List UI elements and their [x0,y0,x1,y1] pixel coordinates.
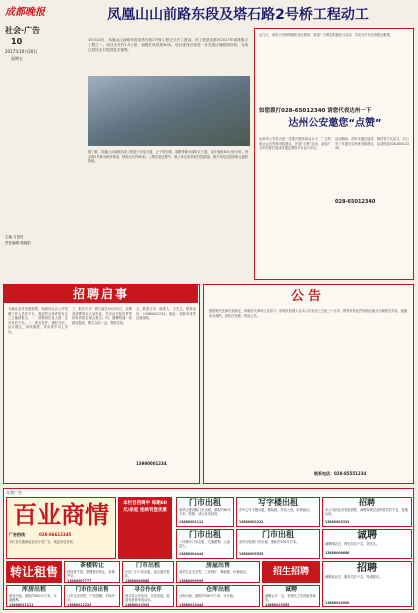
classified-cell-text: 成华区临街门市出租，面积约100平方米。 [239,540,300,544]
classified-cell-13 [64,585,120,607]
notice-title: 公告 [290,289,325,304]
page-number: 10 [11,37,23,46]
classified-cell-phone: 13880014444 [179,603,204,607]
classified-cell-phone: 13880009999 [179,579,204,583]
classified-cell-6 [322,529,412,559]
big-title-block [6,497,116,559]
classified-cell-text: 库房出租，面积约500平方米，交通便利。 [9,594,57,603]
classified-cell-text: 成华区住宅出售，三室两厅，精装修，价格面议。 [179,570,250,574]
classified-cell-title: 仓库出租 [205,586,230,593]
classified-cell-phone: 13880010000 [325,601,350,605]
classified-cell-9 [176,561,260,583]
classified-cell-phone: 13880006666 [325,551,350,555]
classified-cell-3 [322,497,412,527]
classified-cell-phone: 13880004444 [179,552,204,556]
classified-cell-title: 招聘 [359,498,375,507]
recruitment-section [3,284,200,484]
recruitment-banner: 招聘启事 [4,285,198,303]
classifieds-blurb: 本栏目长期承接各类分类广告，欢迎来电咨询。 [9,540,76,544]
classified-cell-phone: 13880007777 [67,579,92,583]
classified-cell-text: 门市住房出售，产权清晰，手续齐全。 [67,594,115,603]
classified-cell-text: 因经营不善，茶楼低价转让，设施齐全。 [67,570,115,579]
classified-cell-phone: 13880011111 [9,603,34,607]
promo-phone-line: 如您拨打028-65012340 请您代表达州一下 [259,108,372,114]
classified-cell-title: 门市出租 [262,530,294,539]
classified-cell-title: 门市出租 [135,562,160,569]
classified-cell-12 [6,585,62,607]
classifieds-section [3,488,414,610]
classified-cell-16 [262,585,320,607]
classified-cell-11 [322,561,412,607]
transfer-banner: 转让租售 [6,561,62,583]
classified-cell-1 [176,497,234,527]
classified-cell-text: 市中心写字楼出租，精装修，拎包入驻，价格面议。 [239,508,313,512]
classified-cell-title: 房屋出售 [205,562,230,569]
classified-cell-title: 诚聘 [357,530,377,541]
classified-cell-text: 诚聘保洁员、保安员若干名，包吃住。 [325,542,380,546]
classified-cell-phone: 13880013333 [125,603,150,607]
classified-cell-title: 茶楼转让 [79,562,104,569]
promo-lead: 近几天，成华公安网络媒体发出邀请，希望广大网友积极参与活动，共同为平安达州建言献策。 [259,33,393,37]
classified-cell-text: 小区门口门市出租，适合超市餐饮。 [125,570,170,579]
story-photo [88,76,250,146]
classified-cell-title: 门市住房出售 [75,587,109,593]
recruitment-col-2: 三、报名方式：即日起至10月31日，应聘者请携带本人身份证、学历证书复印件等材料到指定地点报名。四、薪酬待遇：底薪加提成，购买五险一金，提供住宿。 [72,307,132,325]
masthead-logo: 成都晚报 [5,7,45,18]
classified-cell-phone: 13880002222 [239,520,264,524]
classified-cell-text: 成华区建设路门市出租，面积约80平方米，临街，适合各类经营。 [179,508,231,517]
classified-cell-title: 诚聘 [284,586,297,593]
classified-cell-text: 现寻求合作伙伴，共同发展，欢迎有意者来电洽谈。 [125,594,170,603]
recruitment-contact: 13980001234 [136,461,167,466]
classified-cell-5 [236,529,320,559]
left-rail [3,3,61,281]
classified-cell-title: 写字楼出租 [258,498,298,507]
story-body: 据了解，凤凰山山前路东段工程起于北星大道，止于塔石路，道路等级为城市次干道，设计速度40公里/小时。塔石路2号桥为跨河桥梁，桥梁全长约80米。工程实施过程中，施工单位将采取有效措施，减少对周边居民和交通的影响。 [88,150,248,164]
promo-contact: 028-65012340 [335,199,376,205]
page-headline: 凤凰山山前路东段及塔石路2号桥工程动工 [107,7,369,23]
promo-text-b: 活动期间，市民可通过电话、微信等方式参与，对公安工作提出宝贵意见和建议，活动热线028-65012340。 [335,137,409,151]
classified-cell-phone: 13880008888 [125,579,150,583]
classified-cell-10: 招生招聘 [262,561,320,583]
classified-cell-title: 寻合作伙伴 [134,587,162,593]
classified-cell-7 [64,561,120,583]
promo-headline: 达州公安邀您“点赞” [288,118,382,129]
promo-text-a: 达州市公安局为进一步提升服务群众水平，广泛听取社会各界意见和建议，开展“点赞”活动，欢迎广大市民拨打电话或通过网络平台参与评议。 [259,137,331,151]
editor-credit-2: 责任编辑 郭晓阳 [5,241,31,245]
notice-text: 根据相关法律法规规定，现就有关事项公告如下：请相关权利人自本公告发布之日起三十日内，携带有效证件到指定地点办理相关手续，逾期未办理的，将依法处理。特此公告。 [209,309,407,318]
classified-cell-15 [176,585,260,607]
classified-cell-title: 库房出租 [21,586,46,593]
big-title: 百业商情 [13,501,109,529]
classified-cell-text: 本公司因业务发展需要，诚聘驾驶员及库管员若干名，待遇从优。 [325,508,408,517]
hotline-number: 028-86612345 [39,532,72,537]
classified-cell-title: 招聘 [357,563,377,574]
classifieds-header: 分类广告 [6,490,22,495]
classified-cell-text: 仓库出租，面积约300平方米，可分租。 [179,594,237,598]
classified-cell-4 [176,529,234,559]
issue-weekday: 星期五 [11,56,23,61]
classified-cell-14 [122,585,174,607]
recruitment-col-1: 为满足业务发展需要，现面向社会公开招聘工作人员若干名，欢迎符合条件的有志之士踊跃报名。一、招聘岗位及人数：业务员若干名。二、报名条件：遵纪守法，品行端正，身体健康，具有高中以上学历。 [8,307,68,334]
classified-cell-phone: 13880001111 [179,520,204,524]
classified-cell-2 [236,497,320,527]
editor-credit: 主编 方显民 [5,235,24,239]
classified-cell-phone: 13880012222 [67,603,92,607]
hotline-label: 广告热线 [9,532,25,537]
classified-cell-title: 门市出租 [189,498,221,507]
classified-cell-phone: 13880015555 [265,603,290,607]
classified-cell-8 [122,561,174,583]
classified-cell-title: 门市出租 [189,530,221,539]
classified-cell-phone: 13880003333 [325,520,350,524]
classifieds-red-box: 本栏目招商中 每期60元/条起 连续刊登优惠 [118,497,172,559]
notice-footer: 联系电话：028-85551234 [314,471,367,476]
issue-date: 2017年10月20日 [5,49,38,54]
classified-cell-phone: 13880005555 [239,552,264,556]
promo-box [254,28,414,280]
classified-cell-text: 诚聘会计一名，有相关工作经验者优先。 [265,594,316,603]
notice-section [203,284,414,484]
story-lead: 10月20日，凤凰山山前路东段及塔石路2号桥工程正式开工建设。该工程是成都市2017年城建重点工程之一，项目全长约1.5公里，道路红线宽度40米，项目建成后将进一步完善区域路网结构，为周边居民出行提供更多便利。 [88,38,248,52]
recruitment-col-3: 五、联系方式：联系人：王先生。联系电话：13980001234。地址：成都市成华区建设路。 [136,307,196,321]
classified-cell-text: 二环路旁门市出租，交通便利，人流量大。 [179,540,230,549]
section-label: 社会·广告 [5,26,41,35]
classified-cell-text: 诚聘营业员、服务员若干名，待遇面议。 [325,575,383,579]
